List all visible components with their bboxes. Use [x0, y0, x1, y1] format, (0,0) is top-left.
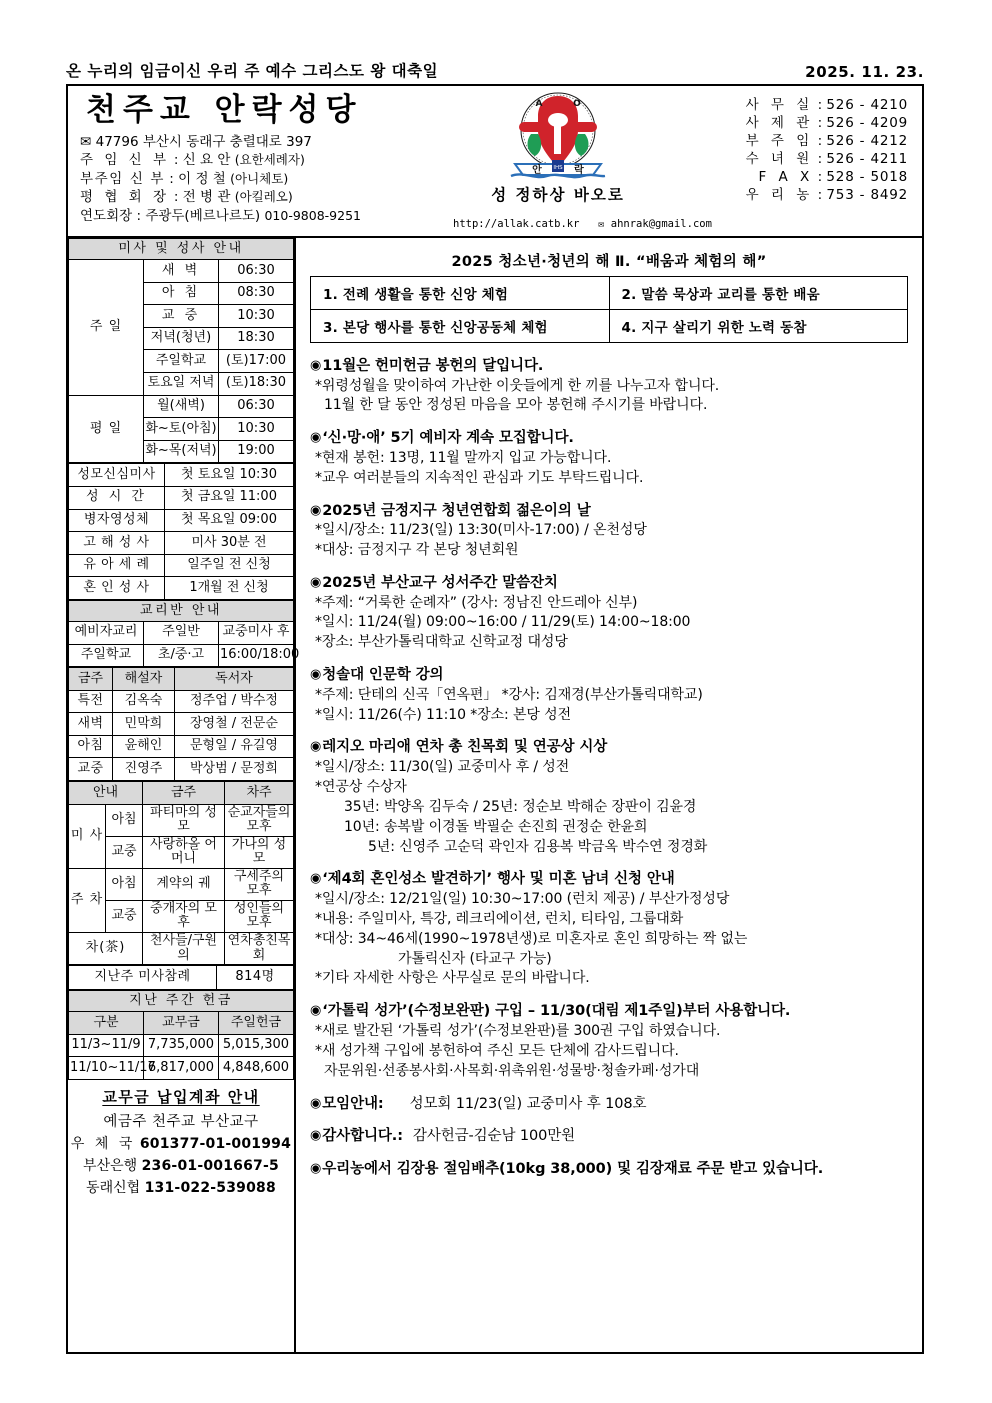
contact-label-rectory: 사 제 관 [745, 115, 814, 132]
notice-title-row [310, 1127, 910, 1147]
meeting-detail: 성모회 11/23(일) 교중미사 후 108호 [409, 1095, 647, 1112]
sacrament-name: 병자영성체 [69, 509, 165, 532]
notice-title-row [310, 738, 910, 758]
contact-row-rectory: 사 제 관 : 526 - 4209 [745, 115, 908, 132]
envelope-icon: ✉ [598, 219, 605, 230]
notice-item [310, 738, 910, 857]
sacrament-name: 혼 인 성 사 [69, 577, 165, 600]
pastor-saintname: (요한세례자) [234, 152, 305, 168]
catechism-time: 16:00/18:00 [219, 644, 294, 667]
emblem-letter-a: A [535, 99, 543, 109]
mass-time: 08:30 [219, 282, 294, 305]
notice-bullet-icon: ◉ [310, 1003, 322, 1019]
contact-number-rectory: 526 - 4209 [826, 115, 908, 132]
readers-names: 문형일 / 유길영 [175, 735, 294, 758]
bank-account-row [68, 1155, 294, 1175]
weekday-group-label: 평 일 [69, 395, 144, 463]
patron-saint-name: 성 정하상 바오로 [491, 186, 625, 204]
website-link[interactable]: http://allak.catb.kr [453, 218, 580, 230]
sacrament-name: 고 해 성 사 [69, 532, 165, 555]
bulletin-date: 2025. 11. 23. [805, 63, 924, 81]
main-content [296, 238, 922, 1354]
pastor-name: 신 요 안 [182, 152, 231, 169]
notice-title-row [310, 357, 910, 377]
year-theme-title: 2025 청소년·청년의 해 Ⅱ. “배움과 체험의 해” [451, 254, 767, 270]
bank-owner: 예금주 천주교 부산교구 [103, 1113, 259, 1130]
readers-names: 박상범 / 문정희 [175, 758, 294, 781]
offering-dues: 6,817,000 [144, 1057, 219, 1080]
guide-col-label: 안내 [69, 782, 143, 805]
mass-name: 화~토(아침) [144, 418, 219, 441]
contact-number-assistant: 526 - 4212 [826, 133, 908, 150]
guide-when: 교중 [106, 900, 143, 932]
guide-thisweek: 파티마의 성모 [143, 804, 225, 836]
offering-sunday: 5,015,300 [219, 1034, 294, 1057]
notice-bullet-icon: ◉ [310, 1095, 322, 1111]
readers-commentator: 민막희 [113, 713, 175, 736]
offering-col-period: 구분 [69, 1012, 144, 1035]
notice-line: *주제: 단테의 신곡「연옥편」 *강사: 김재경(부산가톨릭대학교) [315, 686, 703, 703]
mass-name: 교 중 [144, 305, 219, 328]
readers-table [68, 667, 294, 781]
notice-title-row [310, 502, 910, 522]
guide-thisweek: 중개자의 모후 [143, 900, 225, 932]
contact-number-office: 526 - 4210 [826, 97, 908, 113]
guide-col-thisweek: 금주 [143, 782, 225, 805]
sacrament-value: 첫 목요일 09:00 [165, 509, 294, 532]
guide-col-nextweek: 차주 [225, 782, 294, 805]
notice-line: *위령성월을 맞이하여 가난한 이웃들에게 한 끼를 나누고자 합니다. [315, 377, 720, 394]
offering-period: 11/3~11/9 [69, 1034, 144, 1057]
notice-line: 자문위원·선종봉사회·사목회·위촉위원·성물방·청솔카페·성가대 [324, 1062, 700, 1079]
mass-name: 토요일 저녁 [144, 372, 219, 395]
notice-title: 2025년 부산교구 성서주간 말씀잔치 [322, 574, 558, 591]
mass-name: 저녁(청년) [144, 327, 219, 350]
notice-line: 35년: 박양옥 김두숙 / 25년: 정순보 박해순 장판이 김윤경 [344, 798, 697, 815]
readers-mass: 교중 [69, 758, 113, 781]
emblem-ihs-text: IHS [553, 165, 563, 171]
council-name: 전 병 관 [182, 189, 231, 206]
attendance-table [68, 965, 294, 990]
notice-bullet-icon: ◉ [310, 1160, 322, 1176]
emblem-letter-an: 안 [532, 165, 542, 176]
clergy-row-pastor: 주 임 신 부 : 신 요 안 (요한세례자) [80, 152, 305, 169]
offering-heading: 지난 주간 헌금 [69, 991, 294, 1012]
clergy-row-council: 평 협 회 장 : 전 병 관 (아킬레오) [80, 189, 293, 206]
meeting-label: 모임안내: [322, 1095, 384, 1112]
offering-col-sunday: 주일헌금 [219, 1012, 294, 1035]
sacrament-value: 미사 30분 전 [165, 532, 294, 555]
guide-nextweek: 순교자들의 모후 [225, 804, 294, 836]
web-contact-row [453, 218, 743, 230]
notice-line: *내용: 주일미사, 특강, 레크리에이션, 런치, 티타임, 그룹대화 [315, 910, 684, 927]
notice-title-row [310, 429, 910, 449]
header-left [68, 86, 458, 236]
council-label: 평 협 회 장 [80, 189, 170, 206]
notice-title: 2025년 금정지구 청년연합회 젊은이의 날 [322, 502, 591, 519]
mass-name: 화~목(저녁) [144, 440, 219, 463]
feast-title: 온 누리의 임금이신 우리 주 예수 그리스도 왕 대축일 [66, 62, 439, 80]
clergy-row-assistant: 부주임 신 부 : 이 정 철 (아니체토) [80, 170, 289, 187]
notice-title: 레지오 마리애 연차 총 친목회 및 연공상 시상 [322, 739, 608, 756]
catechism-class: 예비자교리 [69, 621, 144, 644]
notice-line: *대상: 34~46세(1990~1978년생)로 미혼자로 혼인 희망하는 짝 없는 [315, 930, 748, 947]
catechism-table [68, 600, 300, 667]
address-text: 47796 부산시 동래구 충렬대로 397 [95, 133, 312, 150]
tea-nextweek: 연차총친목회 [225, 933, 294, 965]
contact-label-assistant: 부 주 임 [745, 133, 814, 150]
offering-col-dues: 교무금 [144, 1012, 219, 1035]
guide-thisweek: 계약의 궤 [143, 868, 225, 900]
notice-line: *일시: 11/26(수) 11:10 *장소: 본당 성전 [315, 706, 572, 723]
notice-line: 가톨릭신자 (타교구 가능) [398, 950, 552, 967]
notice-item-final [310, 1160, 910, 1180]
notice-title-row [310, 1002, 910, 1022]
notice-bullet-icon: ◉ [310, 358, 322, 373]
mass-name: 월(새벽) [144, 395, 219, 418]
sacrament-value: 첫 금요일 11:00 [165, 486, 294, 509]
notice-bullet-icon: ◉ [310, 739, 322, 755]
bank-name: 부산은행 [83, 1157, 138, 1174]
sacraments-table [68, 463, 294, 600]
guide-when: 아침 [106, 868, 143, 900]
offering-table [68, 990, 294, 1080]
mass-time: (토)18:30 [219, 372, 294, 395]
notice-title-row [310, 574, 910, 594]
guide-group-label: 미 사 [69, 804, 106, 868]
bank-number: 131-022-539088 [144, 1179, 276, 1196]
assistant-saintname: (아니체토) [230, 170, 289, 186]
guide-when: 교중 [106, 836, 143, 868]
council-saintname: (아킬레오) [234, 189, 293, 205]
contact-row-convent: 수 녀 원 : 526 - 4211 [745, 151, 908, 168]
notice-bullet-icon: ◉ [310, 1128, 322, 1144]
address-line [80, 133, 458, 152]
notice-line: *연공상 수상자 [315, 778, 407, 795]
notice-line: 11월 한 달 동안 정성된 마음을 모아 봉헌해 주시기를 바랍니다. [324, 397, 708, 414]
catechism-group: 주일반 [144, 621, 219, 644]
readers-commentator: 윤해인 [113, 735, 175, 758]
pastor-label: 주 임 신 부 [80, 152, 170, 169]
notice-item-thanks [310, 1127, 910, 1147]
yeondo-name: 주광두(베르나르도) [145, 208, 261, 225]
mass-schedule-table [68, 238, 294, 463]
attendance-label: 지난주 미사참례 [69, 966, 217, 990]
thanks-label: 감사합니다.: [322, 1128, 403, 1145]
offering-sunday: 4,848,600 [219, 1057, 294, 1080]
readers-commentator: 진영주 [113, 758, 175, 781]
notice-title: ‘가톨릭 성가’(수정보완판) 구입 – 11/30(대림 제1주일)부터 사용합니다. [322, 1003, 791, 1020]
notice-item [310, 357, 910, 416]
notice-bullet-icon: ◉ [310, 871, 322, 887]
theme-item: 4. 지구 살리기 위한 노력 동참 [609, 310, 907, 343]
contact-number-convent: 526 - 4211 [826, 151, 908, 168]
bulletin-body [68, 238, 922, 1354]
tea-thisweek: 천사들/구원의 [143, 933, 225, 965]
guide-when: 아침 [106, 804, 143, 836]
mass-schedule-heading: 미사 및 성사 안내 [69, 239, 294, 260]
emblem-letter-o: O [573, 99, 581, 109]
sunday-group-label: 주 일 [69, 260, 144, 396]
thanks-detail: 감사헌금-김순남 100만원 [412, 1128, 576, 1145]
readers-col-commentator: 해설자 [113, 668, 175, 691]
mass-time: 10:30 [219, 305, 294, 328]
assistant-label: 부주임 신 부 [80, 170, 165, 187]
sacrament-value: 일주일 전 신청 [165, 554, 294, 577]
catechism-heading: 교리반 안내 [69, 600, 294, 621]
bank-block-title: 교무금 납입계좌 안내 [102, 1087, 260, 1106]
bank-name: 동래신협 [86, 1179, 141, 1196]
yeondo-phone: 010-9808-9251 [264, 208, 361, 224]
church-name: 천주교 안락성당 [86, 92, 363, 128]
readers-mass: 새벽 [69, 713, 113, 736]
mass-name: 주일학교 [144, 350, 219, 373]
sacrament-name: 성모신심미사 [69, 464, 165, 487]
bulletin-header [68, 86, 922, 238]
sacrament-name: 유 아 세 례 [69, 554, 165, 577]
notice-line: 10년: 송복발 이경돌 박필순 손진희 권정순 한윤희 [344, 818, 648, 835]
readers-names: 장영철 / 전문순 [175, 713, 294, 736]
notice-line: *현재 봉헌: 13명, 11월 말까지 입교 가능합니다. [315, 449, 612, 466]
mass-time: (토)17:00 [219, 350, 294, 373]
mass-time: 19:00 [219, 440, 294, 463]
notice-line: *주제: “거룩한 순례자” (강사: 정남진 안드레아 신부) [315, 594, 638, 611]
contact-label-convent: 수 녀 원 [745, 151, 814, 168]
sacrament-value: 1개월 전 신청 [165, 577, 294, 600]
notice-bullet-icon: ◉ [310, 502, 322, 518]
notice-line: *기타 자세한 사항은 사무실로 문의 바랍니다. [315, 970, 590, 987]
readers-names: 정주업 / 박수정 [175, 690, 294, 713]
readers-mass: 아침 [69, 735, 113, 758]
readers-col-week: 금주 [69, 668, 113, 691]
catechism-group: 초/중·고 [144, 644, 219, 667]
notice-line: *일시/장소: 11/30(일) 교중미사 후 / 성전 [315, 759, 570, 775]
notice-title: 11월은 헌미헌금 봉헌의 달입니다. [322, 358, 544, 374]
tea-label: 차(茶) [69, 933, 143, 965]
sidebar [68, 238, 300, 1354]
yeondo-label: 연도회장 [80, 208, 133, 225]
readers-col-readers: 독서자 [175, 668, 294, 691]
contact-number-fax: 528 - 5018 [826, 169, 908, 186]
guide-group-label: 주 차 [69, 868, 106, 932]
notice-line: *일시/장소: 12/21일(일) 10:30~17:00 (런치 제공) / 부산가정성당 [315, 890, 730, 907]
notice-item [310, 666, 910, 725]
top-line [66, 57, 924, 81]
year-theme-box [310, 276, 908, 343]
notice-bullet-icon: ◉ [310, 667, 322, 683]
notice-title-row [310, 870, 910, 890]
bank-account-row [68, 1177, 294, 1197]
notice-line: *일시: 11/24(월) 09:00~16:00 / 11/29(토) 14:00~18:00 [315, 614, 691, 631]
bank-name: 우 체 국 [70, 1135, 136, 1152]
contact-label-fax: F A X [758, 169, 814, 186]
mail-icon: ✉ [80, 133, 92, 150]
contact-row-fax: F A X : 528 - 5018 [758, 169, 908, 186]
notice-item [310, 574, 910, 653]
attendance-value: 814명 [217, 966, 294, 990]
notice-bullet-icon: ◉ [310, 574, 322, 590]
bank-number: 236-01-001667-5 [141, 1157, 279, 1174]
contact-row-office: 사 무 실 : 526 - 4210 [745, 97, 908, 113]
guide-nextweek: 성인들의 모후 [225, 900, 294, 932]
bank-account-row [68, 1133, 294, 1153]
notice-line: *교우 여러분들의 지속적인 관심과 기도 부탁드립니다. [315, 469, 644, 486]
readers-commentator: 김옥숙 [113, 690, 175, 713]
sacrament-name: 성 시 간 [69, 486, 165, 509]
mass-time: 10:30 [219, 418, 294, 441]
contact-row-assistant: 부 주 임 : 526 - 4212 [745, 133, 908, 150]
assistant-name: 이 정 철 [178, 170, 226, 187]
email-link[interactable]: ahnrak@gmail.com [610, 218, 712, 230]
notices-list [296, 343, 922, 1179]
catechism-class: 주일학교 [69, 644, 144, 667]
emblem-svg [505, 90, 611, 182]
theme-item: 2. 말씀 묵상과 교리를 통한 배움 [609, 277, 907, 310]
notice-item [310, 1002, 910, 1081]
bank-account-block [68, 1080, 294, 1199]
notice-title-row [310, 1095, 910, 1115]
guide-thisweek: 사랑하올 어머니 [143, 836, 225, 868]
contact-label-office: 사 무 실 [745, 97, 814, 113]
final-notice-text: 우리농에서 김장용 절임배추(10kg 38,000) 및 김장재료 주문 받고 있습니다. [322, 1160, 824, 1177]
notice-title-row [310, 1160, 910, 1180]
notice-line: *일시/장소: 11/23(일) 13:30(미사-17:00) / 온천성당 [315, 522, 647, 539]
mass-time: 06:30 [219, 260, 294, 283]
bulletin-frame [66, 84, 924, 1354]
offering-dues: 7,735,000 [144, 1034, 219, 1057]
theme-item: 1. 전례 생활을 통한 신앙 체험 [311, 277, 609, 310]
notice-title-row [310, 666, 910, 686]
contact-number-woorinong: 753 - 8492 [826, 187, 908, 204]
contact-row-woorinong: 우 리 농 : 753 - 8492 [745, 187, 908, 204]
mass-time: 06:30 [219, 395, 294, 418]
header-contacts [658, 86, 922, 236]
theme-item: 3. 본당 행사를 통한 신앙공동체 체험 [311, 310, 609, 343]
notice-title: ‘신·망·애’ 5기 예비자 계속 모집합니다. [322, 430, 574, 447]
notice-line: *장소: 부산가톨릭대학교 신학교정 대성당 [315, 634, 568, 651]
guide-nextweek: 가나의 성모 [225, 836, 294, 868]
mass-name: 아 침 [144, 282, 219, 305]
mass-time: 18:30 [219, 327, 294, 350]
offering-period: 11/10~11/17 [69, 1057, 144, 1080]
church-emblem [505, 90, 611, 182]
guide-nextweek: 구세주의 모후 [225, 868, 294, 900]
catechism-time: 교중미사 후 [219, 621, 294, 644]
sacrament-value: 첫 토요일 10:30 [165, 464, 294, 487]
readers-mass: 특전 [69, 690, 113, 713]
contact-label-woorinong: 우 리 농 [745, 187, 814, 204]
notice-line: 5년: 신영주 고순덕 곽인자 김용복 박금옥 박수연 정경화 [368, 838, 708, 855]
yeondo-row: 연도회장 : 주광두(베르나르도) 010-9808-9251 [80, 208, 361, 225]
notice-line: *대상: 금정지구 각 본당 청년회원 [315, 542, 519, 559]
bank-number: 601377-01-001994 [139, 1135, 292, 1152]
header-middle [453, 86, 712, 236]
notice-item [310, 502, 910, 561]
notice-title: 청솔대 인문학 강의 [322, 667, 444, 684]
notice-item [310, 429, 910, 488]
emblem-letter-rak: 락 [574, 165, 584, 176]
notice-item [310, 870, 910, 989]
notice-line: *새 성가책 구입에 봉헌하여 주신 모든 단체에 감사드립니다. [315, 1042, 679, 1059]
notice-line: *새로 발간된 ‘가톨릭 성가’(수정보완판)를 300권 구입 하였습니다. [315, 1022, 721, 1039]
notice-bullet-icon: ◉ [310, 430, 322, 446]
mass-name: 새 벽 [144, 260, 219, 283]
notice-item-meeting [310, 1095, 910, 1115]
notice-title: ‘제4회 혼인성소 발견하기’ 행사 및 미혼 남녀 신청 안내 [322, 871, 675, 888]
guide-table [68, 781, 294, 965]
